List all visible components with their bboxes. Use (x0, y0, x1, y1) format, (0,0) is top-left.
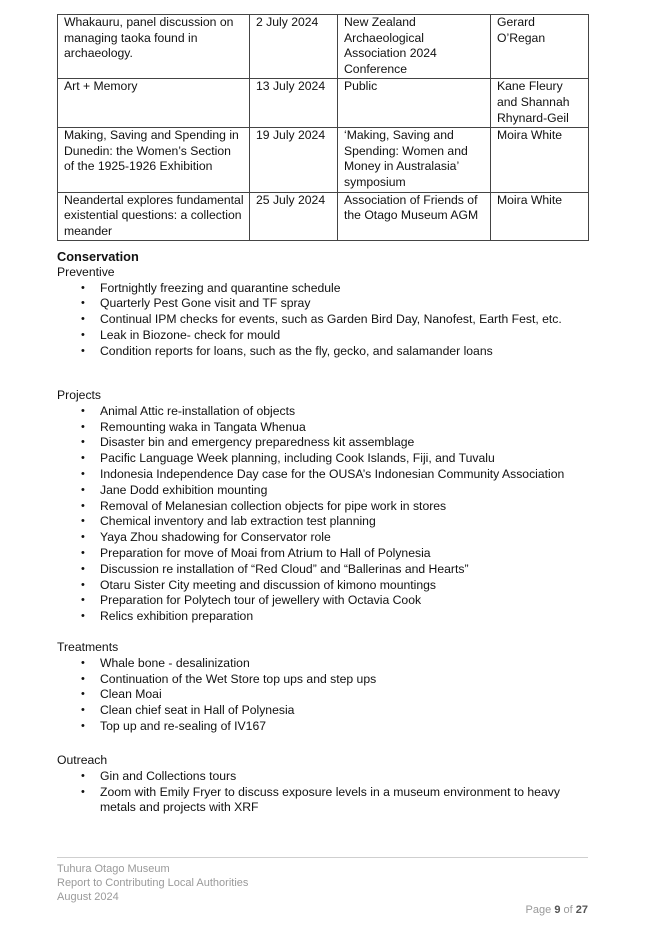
list-item (57, 420, 597, 436)
list-item-text: Gin and Collections tours (100, 768, 237, 783)
footer-date: August 2024 (57, 891, 119, 904)
bullet-icon: • (81, 499, 85, 512)
list-item-text: Quarterly Pest Gone visit and TF spray (100, 296, 311, 311)
list-item (57, 785, 597, 817)
bullet-icon: • (81, 452, 85, 465)
bullet-icon: • (81, 515, 85, 528)
event-presenter: Kane Fleury and Shannah Rhynard-Geil (491, 79, 589, 128)
footer-org: Tuhura Otago Museum (57, 863, 170, 875)
list-item-text: Continuation of the Wet Store top ups and step ups (100, 671, 377, 686)
event-audience: ‘Making, Saving and Spending: Women and Money in Australasia’ symposium (338, 128, 491, 192)
bullet-icon: • (81, 610, 85, 623)
list-item (57, 562, 597, 578)
list-item (57, 656, 597, 672)
bullet-icon: • (81, 704, 85, 717)
list-item (57, 687, 597, 703)
list-item-text: Indonesia Independence Day case for the OUSA’s Indonesian Community Association (100, 466, 565, 481)
list-item (57, 404, 597, 420)
list-item-text: Yaya Zhou shadowing for Conservator role (100, 530, 331, 545)
events-table (57, 14, 589, 241)
list-item-text: Top up and re-sealing of IV167 (100, 718, 266, 733)
event-date: 13 July 2024 (250, 79, 338, 128)
event-title: Whakauru, panel discussion on managing taoka found in archaeology. (58, 15, 250, 79)
bullet-icon: • (81, 785, 85, 798)
page-footer (57, 857, 588, 905)
event-presenter: Moira White (491, 128, 589, 192)
list-item-text: Remounting waka in Tangata Whenua (100, 419, 306, 434)
event-date: 19 July 2024 (250, 128, 338, 192)
list-item-text: Pacific Language Week planning, including Cook Islands, Fiji, and Tuvalu (100, 451, 495, 466)
bullet-icon: • (81, 436, 85, 449)
list-item (57, 719, 597, 735)
list-item-text: Whale bone - desalinization (100, 655, 250, 670)
page-current: 9 (554, 904, 561, 916)
list-item (57, 593, 597, 609)
bullet-icon: • (81, 281, 85, 294)
conservation-preventive-section (57, 249, 597, 360)
event-audience: Association of Friends of the Otago Museum AGM (338, 192, 491, 241)
list-item-text: Chemical inventory and lab extraction test planning (100, 514, 376, 529)
table-row (58, 15, 589, 79)
list-item-text: Animal Attic re-installation of objects (100, 403, 296, 418)
list-item (57, 435, 597, 451)
subheading: Outreach (57, 753, 108, 767)
page-word: Page (525, 904, 552, 916)
list-item-text: Continual IPM checks for events, such as Garden Bird Day, Nanofest, Earth Fest, etc. (100, 312, 562, 327)
bullet-icon: • (81, 467, 85, 480)
section-heading: Conservation (57, 249, 139, 264)
bullet-icon: • (81, 546, 85, 559)
list-item-text: Clean Moai (100, 687, 162, 702)
bullet-list (57, 769, 597, 816)
list-item-text: Fortnightly freezing and quarantine schedule (100, 280, 341, 295)
bullet-icon: • (81, 578, 85, 591)
list-item-text: Preparation for Polytech tour of jewellery with Octavia Cook (100, 593, 422, 608)
subheading: Preventive (57, 264, 115, 279)
bullet-icon: • (81, 297, 85, 310)
page-of: of (563, 904, 573, 916)
outreach-section (57, 753, 597, 816)
event-audience: New Zealand Archaeological Association 2024 Conference (338, 15, 491, 79)
table-row (58, 128, 589, 192)
list-item (57, 483, 597, 499)
list-item (57, 703, 597, 719)
list-item-text: Discussion re installation of “Red Cloud” and “Ballerinas and Hearts” (100, 561, 469, 576)
list-item-text: Removal of Melanesian collection objects for pipe work in stores (100, 498, 447, 513)
list-item (57, 328, 597, 344)
list-item-text: Zoom with Emily Fryer to discuss exposure levels in a museum environment to heavy metals and projects with XRF (100, 784, 560, 815)
event-presenter: Moira White (491, 192, 589, 241)
table-row (58, 192, 589, 241)
bullet-icon: • (81, 769, 85, 782)
event-title: Making, Saving and Spending in Dunedin: the Women’s Section of the 1925-1926 Exhibition (58, 128, 250, 192)
bullet-list (57, 281, 597, 360)
bullet-icon: • (81, 719, 85, 732)
event-title: Neandertal explores fundamental existential questions: a collection meander (58, 192, 250, 241)
bullet-list (57, 656, 597, 735)
list-item-text: Relics exhibition preparation (100, 609, 254, 624)
list-item-text: Otaru Sister City meeting and discussion of kimono mountings (100, 577, 436, 592)
list-item (57, 281, 597, 297)
list-item (57, 296, 597, 312)
page-number (526, 904, 588, 916)
treatments-section (57, 640, 597, 735)
list-item-text: Clean chief seat in Hall of Polynesia (100, 703, 295, 718)
list-item (57, 514, 597, 530)
list-item (57, 530, 597, 546)
list-item (57, 769, 597, 785)
event-date: 25 July 2024 (250, 192, 338, 241)
subheading: Treatments (57, 640, 119, 654)
bullet-list (57, 404, 597, 625)
list-item (57, 609, 597, 625)
event-audience: Public (338, 79, 491, 128)
projects-section (57, 388, 597, 625)
bullet-icon: • (81, 531, 85, 544)
event-presenter: Gerard O’Regan (491, 15, 589, 79)
table-row (58, 79, 589, 128)
page-total: 27 (575, 904, 588, 916)
footer-report-title: Report to Contributing Local Authorities (57, 877, 249, 890)
list-item (57, 344, 597, 360)
bullet-icon: • (81, 420, 85, 433)
bullet-icon: • (81, 688, 85, 701)
bullet-icon: • (81, 672, 85, 685)
bullet-icon: • (81, 328, 85, 341)
bullet-icon: • (81, 404, 85, 417)
list-item (57, 467, 597, 483)
list-item (57, 578, 597, 594)
event-title: Art + Memory (58, 79, 250, 128)
list-item (57, 546, 597, 562)
list-item (57, 312, 597, 328)
list-item (57, 499, 597, 515)
list-item-text: Jane Dodd exhibition mounting (100, 482, 268, 497)
list-item (57, 672, 597, 688)
bullet-icon: • (81, 344, 85, 357)
list-item-text: Disaster bin and emergency preparedness kit assemblage (100, 435, 415, 450)
event-date: 2 July 2024 (250, 15, 338, 79)
subheading: Projects (57, 388, 102, 402)
bullet-icon: • (81, 594, 85, 607)
bullet-icon: • (81, 562, 85, 575)
list-item-text: Leak in Biozone- check for mould (100, 327, 281, 342)
bullet-icon: • (81, 313, 85, 326)
bullet-icon: • (81, 483, 85, 496)
list-item (57, 451, 597, 467)
list-item-text: Condition reports for loans, such as the fly, gecko, and salamander loans (100, 343, 493, 358)
bullet-icon: • (81, 656, 85, 669)
list-item-text: Preparation for move of Moai from Atrium to Hall of Polynesia (100, 545, 431, 560)
